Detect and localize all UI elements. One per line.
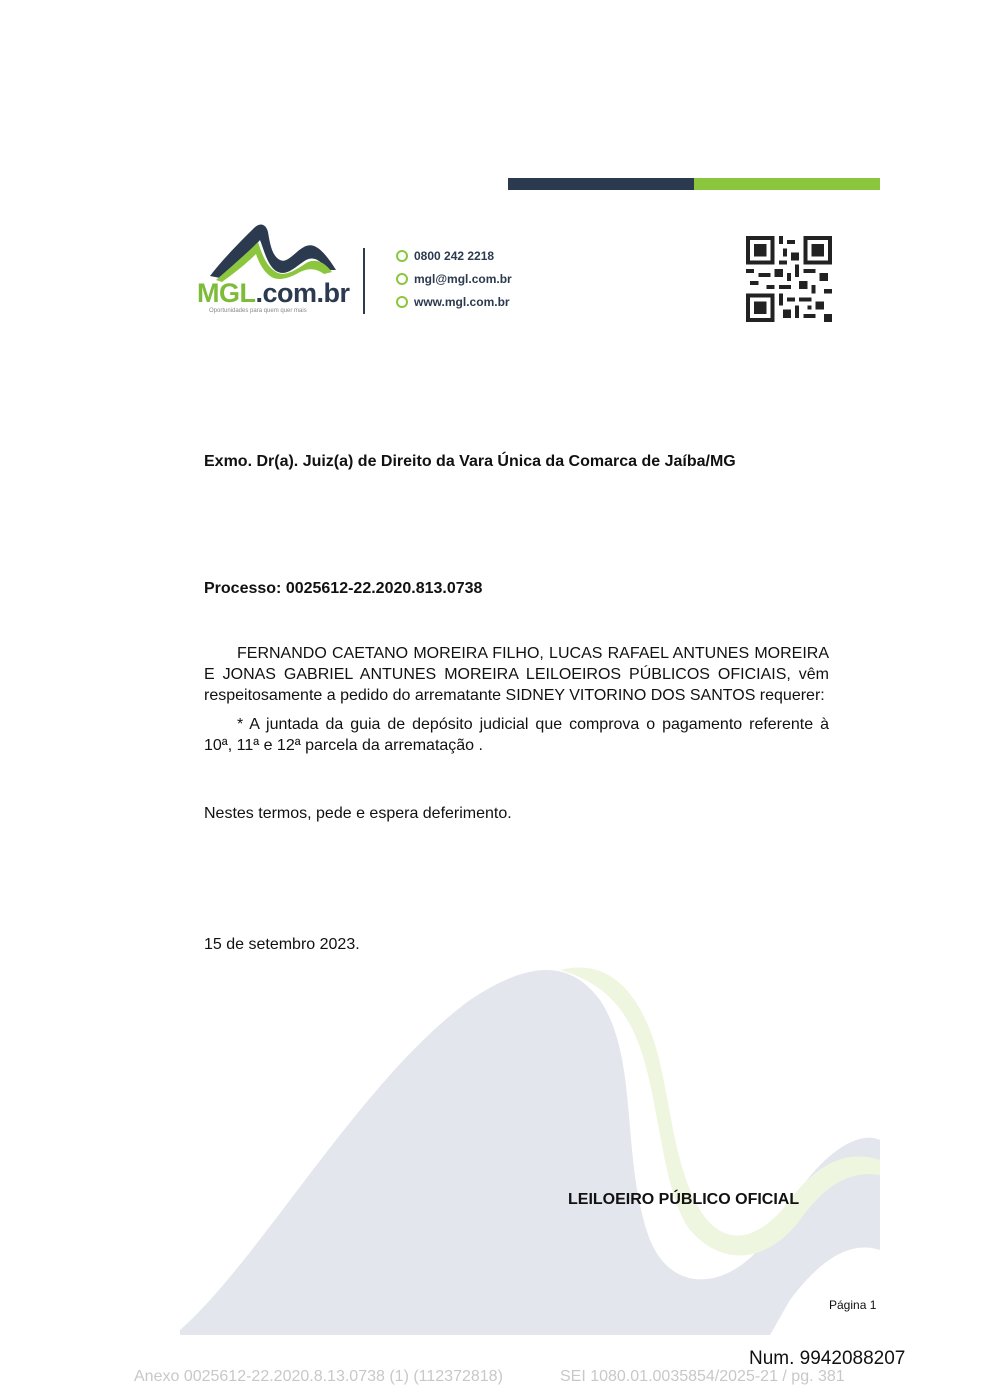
phone-text: 0800 242 2218 bbox=[414, 249, 495, 263]
page-number: Página 1 bbox=[829, 1298, 877, 1312]
email-text: mgl@mgl.com.br bbox=[414, 272, 512, 286]
process-number: Processo: 0025612-22.2020.813.0738 bbox=[204, 580, 483, 597]
header-bar-navy bbox=[508, 178, 694, 190]
qr-code-icon bbox=[746, 236, 832, 322]
globe-icon bbox=[396, 296, 408, 308]
addressee: Exmo. Dr(a). Juiz(a) de Direito da Vara Única da Comarca de Jaíba/MG bbox=[204, 453, 736, 470]
request-item: * A juntada da guia de depósito judicial que comprova o pagamento referente à 10ª, 11ª e 12ª parcela da arrematação . bbox=[204, 716, 829, 754]
email-icon bbox=[396, 273, 408, 285]
website-text: www.mgl.com.br bbox=[414, 295, 510, 309]
header-bar-green bbox=[694, 178, 880, 190]
contact-email bbox=[396, 272, 512, 286]
signature-title: LEILOEIRO PÚBLICO OFICIAL bbox=[568, 1191, 800, 1208]
brand-name: MGL.com.br bbox=[197, 278, 350, 308]
annex-reference: Anexo 0025612-22.2020.8.13.0738 (1) (112372818) bbox=[134, 1368, 503, 1385]
contact-website bbox=[396, 295, 510, 309]
document-date: 15 de setembro 2023. bbox=[204, 936, 360, 953]
document-id: Num. 9942088207 bbox=[749, 1348, 906, 1369]
watermark-graphic bbox=[180, 960, 880, 1335]
closing-text: Nestes termos, pede e espera deferimento. bbox=[204, 805, 512, 822]
request-text: FERNANDO CAETANO MOREIRA FILHO, LUCAS RAFAEL ANTUNES MOREIRA E JONAS GABRIEL ANTUNES MOREIRA LEILOEIROS PÚBLICOS OFICIAIS, vêm respeitosamente a pedido do arrematante SIDNEY VITORINO DOS SANTOS requerer: bbox=[204, 645, 829, 704]
sei-reference: SEI 1080.01.0035854/2025-21 / pg. 381 bbox=[560, 1368, 845, 1385]
header-divider bbox=[363, 248, 365, 314]
brand-tagline: Oportunidades para quem quer mais bbox=[209, 308, 307, 314]
contact-phone bbox=[396, 249, 494, 263]
request-paragraph bbox=[204, 643, 829, 706]
phone-icon bbox=[396, 250, 408, 262]
